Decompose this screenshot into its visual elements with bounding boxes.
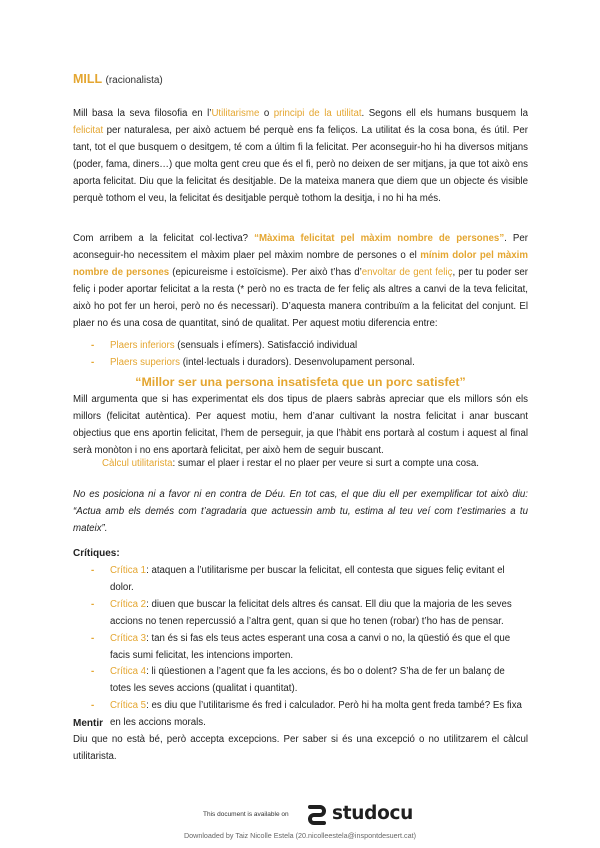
dash-icon: -	[91, 356, 95, 368]
calc-desc: : sumar el plaer i restar el no plaer per veure si surt a compte una cosa.	[172, 458, 479, 469]
title-subtitle: (racionalista)	[105, 75, 163, 86]
pleasure-desc: (sensuals i efímers). Satisfacció individual	[174, 340, 358, 351]
list-item	[73, 338, 528, 355]
p1-text-1: Mill basa la seva filosofia en l’	[73, 108, 212, 119]
critique-desc: : tan és si fas els teus actes esperant una cosa a canvi o no, la qüestió és que el que facis sumi felicitat, les intencions importen.	[110, 632, 511, 661]
critiques-heading: Crítiques:	[73, 548, 120, 559]
p2-text-2: . Per aconseguir-ho necessitem el màxim plaer pel màxim nombre de persones o el	[73, 233, 528, 261]
paragraph-utilitarism	[73, 106, 528, 207]
p1-text-4: per naturalesa, per això actuem bé perquè ens fa feliços. La utilitat és la cosa bona, és útil. Per tant, tot el que busquem o desitgem, té com a últim fi la felicitat. Per aconseguir-ho hi ha diversos mitjans (poder, fama, diners…) que molta gent creu que és el fi, però no deixen de ser mitjans, ja que tot això ens aporta felicitat. Diu que la felicitat és desitjable. De la mateixa manera que diem que un objecte és visible perquè tothom el veu, la felicitat és desitjable perquè tothom la desitja, i no hi ha més.	[73, 124, 528, 204]
paragraph-mentir: Diu que no està bé, però accepta excepcions. Per saber si és una excepció o no utilitzarem el càlcul utilitarista.	[73, 734, 528, 762]
critique-desc: : diuen que buscar la felicitat dels altres és cansat. Ell diu que la majoria de les seves accions no tenen repercussió a l’altra gent, quan si que ho tenen (robar) t’ho has de pensar.	[110, 598, 512, 627]
p2-highlight-envoltar: envoltar de gent feliç	[361, 266, 453, 278]
p1-highlight-felicitat: felicitat	[73, 124, 104, 136]
paragraph-calculation	[73, 456, 528, 473]
critique-term: Crítica 4	[110, 666, 147, 678]
list-item	[73, 631, 528, 665]
p1-text-3: . Segons ell els humans busquem la	[361, 108, 528, 119]
quote-heading: “Millor ser una persona insatisfeta que un porc satisfet”	[135, 375, 466, 389]
footer-available-text: This document is available on	[203, 811, 289, 818]
critique-term: Crítica 1	[110, 565, 147, 576]
critique-term: Crítica 5	[110, 700, 147, 712]
download-info: Downloaded by Taiz Nicolle Estela (20.nicolleestela@inspontdesuert.cat)	[183, 831, 417, 840]
p2-text-3: (epicureisme i estoïcisme). Per això t’has d’	[169, 266, 362, 278]
p2-highlight-maxima: “Màxima felicitat pel màxim nombre de persones”	[254, 233, 505, 244]
list-item	[73, 597, 528, 631]
pleasure-term: Plaers inferiors	[110, 340, 175, 351]
critique-term: Crítica 3	[110, 632, 147, 644]
title-main: MILL	[73, 72, 103, 86]
dash-icon: -	[91, 666, 95, 678]
studocu-logo-text[interactable]: studocu	[332, 803, 414, 824]
dash-icon: -	[91, 340, 95, 351]
list-item	[73, 355, 528, 372]
paragraph-argument: Mill argumenta que si has experimentat els dos tipus de plaers sabràs apreciar que els millors són els millors (felicitat autèntica). Per aquest motiu, hem d’anar cultivant la nostra felicitat i anar buscant objectius que ens aportin felicitat, l’hem de perseguir, ja que l’hàbit ens portarà al costum i aquest al final serà monòton i no ens aportarà felicitat, per això hem de seguir buscant.	[73, 394, 528, 456]
dash-icon: -	[91, 632, 95, 644]
calc-term: Càlcul utilitarista	[102, 458, 173, 469]
critique-desc: : li qüestionen a l’agent que fa les accions, és bo o dolent? S’ha de fer un balanç de totes les seves accions (qualitat i quantitat).	[110, 666, 505, 695]
p2-text-1: Com arribem a la felicitat col·lectiva?	[73, 233, 255, 244]
list-item	[73, 563, 528, 597]
p1-highlight-utilitarisme: Utilitarisme	[211, 108, 260, 119]
studocu-logo-icon[interactable]	[306, 803, 328, 825]
p2-highlight-minim: mínim dolor pel màxim nombre de persones	[73, 249, 528, 278]
critique-term: Crítica 2	[110, 598, 147, 610]
page-title	[73, 71, 163, 89]
p2-text-4: , per tu poder ser feliç i poder aportar felicitat a la resta (* però no es tracta de fer feliç als altres a canvi de la teva felicitat, això ho pot fer un heroi, però no és necessari). D’aquesta manera contribuïm a la felicitat del conjunt. El plaer no és una cosa de quantitat, sinó de qualitat. Per aquest motiu diferencia entre:	[73, 266, 528, 329]
pleasure-desc: (intel·lectuals i duradors). Desenvolupament personal.	[180, 356, 415, 368]
dash-icon: -	[91, 700, 95, 712]
paragraph-italic: No es posiciona ni a favor ni en contra de Déu. En tot cas, el que diu ell per exemplificar tot això diu: “Actua amb els demés com t’agradaria que actuessin amb tu, estima al teu veí com t’estimaries a tu mateix”.	[73, 489, 528, 534]
list-item	[73, 698, 528, 732]
footer	[0, 803, 600, 825]
list-item	[73, 664, 528, 698]
mentir-heading: Mentir	[73, 718, 103, 729]
dash-icon: -	[91, 598, 95, 610]
critique-desc: : ataquen a l’utilitarisme per buscar la felicitat, ell contesta que sigues feliç evitant el dolor.	[110, 565, 505, 593]
pleasure-term: Plaers superiors	[110, 356, 180, 368]
pleasures-list	[73, 338, 528, 372]
critiques-list	[73, 563, 528, 732]
critique-desc: : es diu que l’utilitarisme és fred i calculador. Però hi ha molta gent freda també? Es fixa en les accions morals.	[110, 700, 522, 729]
p1-highlight-principi: principi de la utilitat	[273, 108, 362, 119]
paragraph-collective-happiness	[73, 231, 528, 332]
p1-text-2: o	[259, 108, 274, 119]
dash-icon: -	[91, 565, 95, 576]
